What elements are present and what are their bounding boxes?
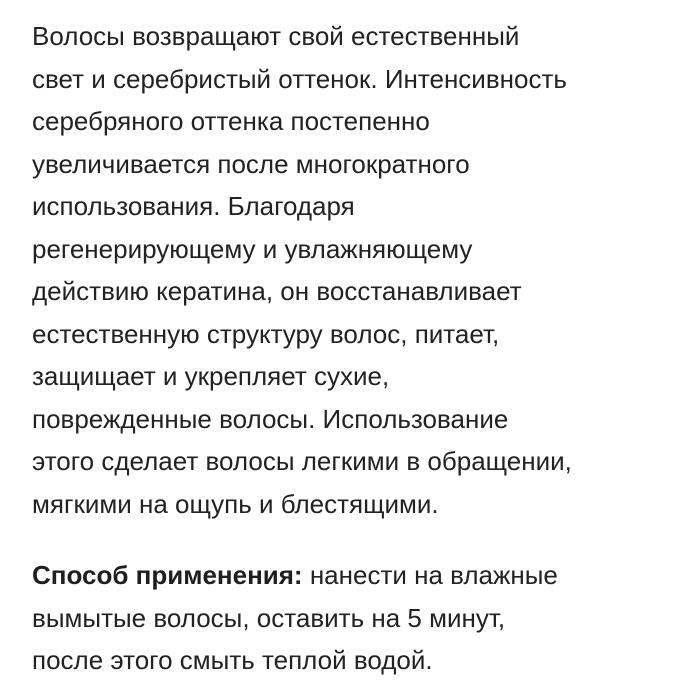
description-line: мягкими на ощупь и блестящими. [32, 488, 439, 519]
description-line: Волосы возвращают свой естественный [32, 21, 520, 51]
description-line: регенерирующему и увлажняющему [32, 233, 473, 264]
usage-line: после этого смыть теплой водой. [32, 645, 433, 675]
paragraph-spacer [32, 525, 652, 554]
usage-label: Способ применения: [32, 560, 303, 590]
product-description-content [32, 15, 652, 682]
usage-paragraph [32, 554, 652, 682]
description-line: действию кератина, он восстанавливает [32, 276, 522, 306]
description-line: защищает и укрепляет сухие, [32, 361, 390, 391]
description-line: увеличивается после многократного [32, 148, 470, 179]
description-line: этого сделает волосы легкими в обращении, [32, 446, 572, 476]
usage-first-line [32, 554, 652, 597]
description-line: серебряного оттенка постепенно [32, 106, 430, 136]
usage-line: вымытые волосы, оставить на 5 минут, [32, 602, 506, 633]
description-line: свет и серебристый оттенок. Интенсивность [32, 63, 567, 94]
description-line: поврежденные волосы. Использование [32, 403, 509, 434]
description-paragraph [32, 15, 652, 525]
description-line: использования. Благодаря [32, 191, 355, 221]
description-line: естественную структуру волос, питает, [32, 318, 500, 349]
usage-text: нанести на влажные [302, 560, 558, 590]
